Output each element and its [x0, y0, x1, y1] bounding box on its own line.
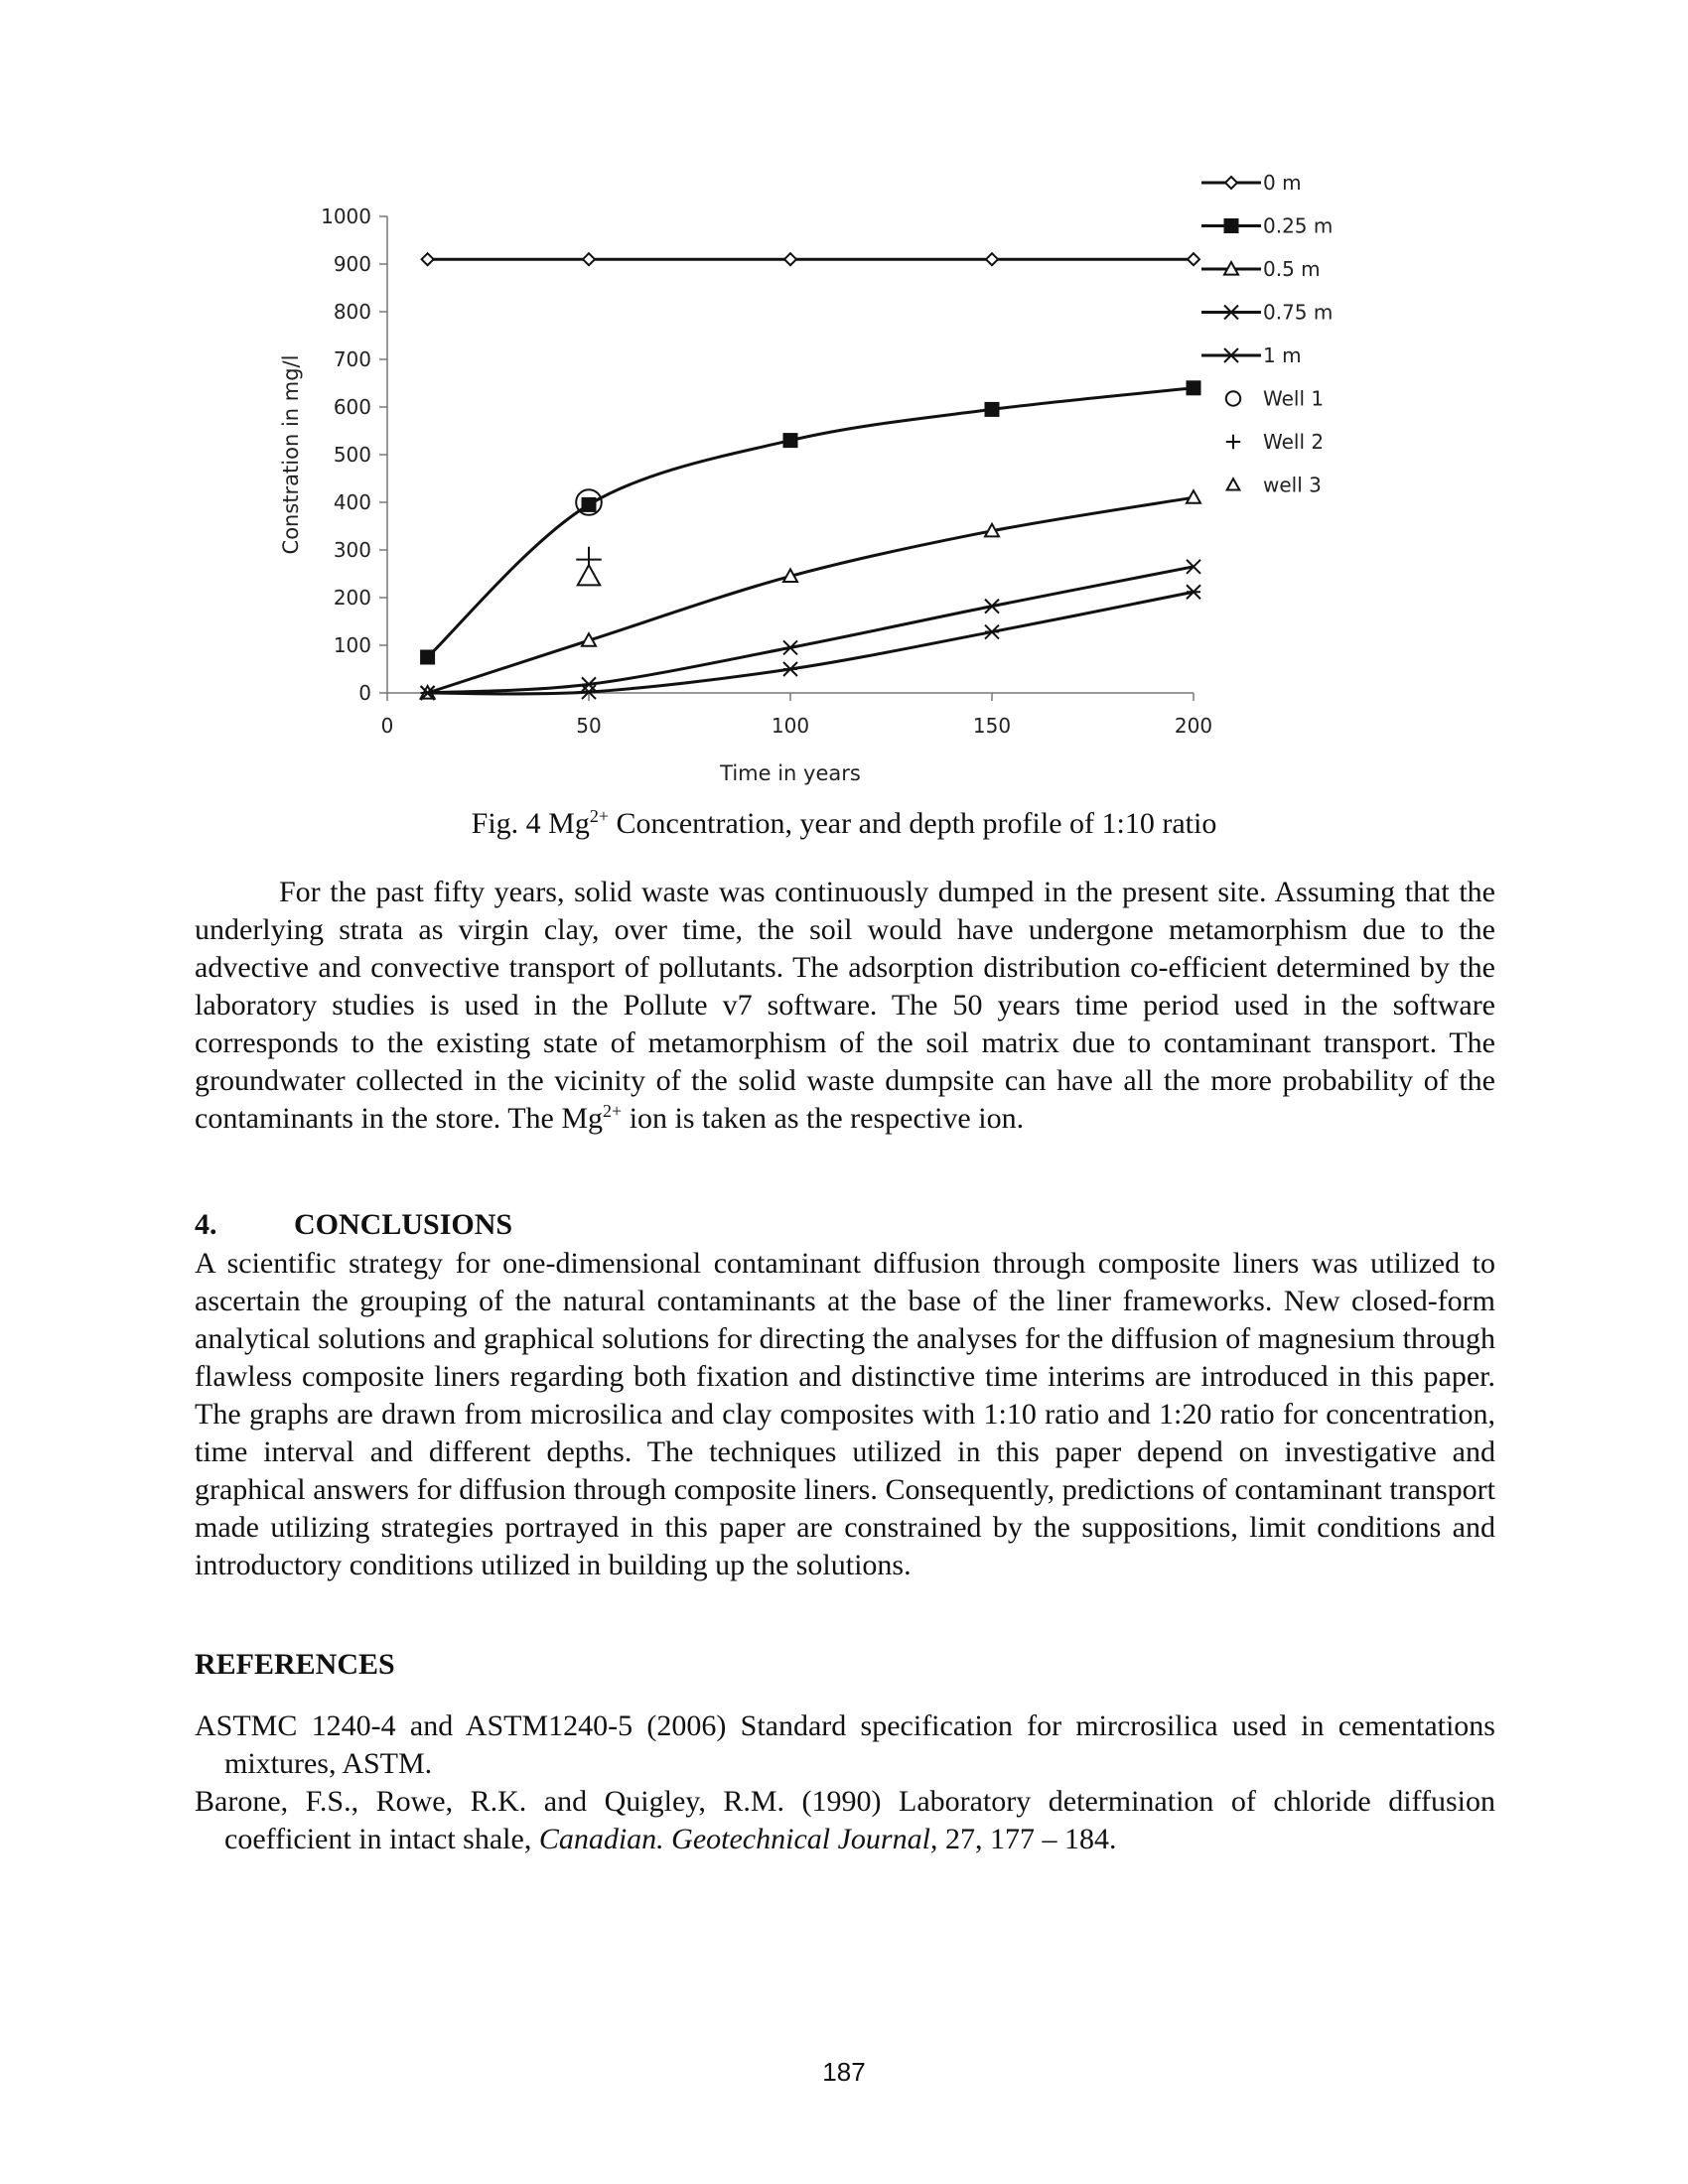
- page-number: 187: [822, 2057, 866, 2087]
- x-tick-label: 200: [1174, 714, 1213, 738]
- square-marker: [1187, 381, 1200, 395]
- diamond-marker: [583, 253, 595, 265]
- legend-label: 0.5 m: [1263, 257, 1321, 281]
- legend-label: 1 m: [1263, 343, 1302, 367]
- diamond-marker: [422, 253, 434, 265]
- y-tick-label: 600: [333, 395, 371, 419]
- paragraph-fifty-years: [195, 874, 1495, 1138]
- paragraph1-superscript: 2+: [603, 1101, 623, 1121]
- legend-label: 0.75 m: [1263, 300, 1334, 325]
- triangle-marker: [578, 565, 600, 585]
- y-tick-label: 0: [358, 681, 371, 705]
- caption-prefix: Fig. 4 Mg: [471, 807, 590, 840]
- plus-marker: [1226, 435, 1240, 449]
- series-line: [428, 388, 1194, 657]
- legend-label: 0.25 m: [1263, 213, 1334, 238]
- y-tick-label: 700: [333, 347, 371, 371]
- y-tick-label: 400: [333, 490, 371, 514]
- star-marker: [783, 662, 797, 676]
- square-marker: [1224, 219, 1238, 233]
- diamond-marker: [986, 253, 998, 265]
- y-tick-label: 200: [333, 586, 371, 610]
- square-marker: [582, 497, 596, 511]
- legend-label: Well 1: [1263, 386, 1325, 411]
- y-tick-label: 300: [333, 538, 371, 562]
- journal-name: Canadian. Geotechnical Journal,: [538, 1823, 938, 1855]
- series-line: [428, 567, 1194, 693]
- x-tick-label: 150: [972, 714, 1012, 738]
- conclusions-paragraph: A scientific strategy for one-dimensional contaminant diffusion through composite liners was utilized to ascertain the grouping of the natural contaminants at the base of the liner frameworks. New closed-form analytical solutions and graphical solutions for directing the analyses for the diffusion of magnesium through flawless composite liners regarding both fixation and distinctive time interims are introduced in this paper. The graphs are drawn from microsilica and clay composites with 1:10 ratio and 1:20 ratio for concentration, time interval and different depths. The techniques utilized in this paper depend on investigative and graphical answers for diffusion through composite liners. Consequently, predictions of contaminant transport made utilizing strategies portrayed in this paper are constrained by the suppositions, limit conditions and introductory conditions utilized in building up the solutions.: [195, 1247, 1495, 1581]
- legend-label: 0 m: [1263, 171, 1302, 195]
- x-tick-label: 0: [380, 714, 394, 738]
- y-tick-label: 1000: [321, 205, 371, 228]
- legend-label: Well 2: [1263, 430, 1325, 454]
- reference-item: [195, 1783, 1495, 1858]
- caption-suffix: Concentration, year and depth profile of 1:10 ratio: [609, 807, 1217, 840]
- x-axis-label: Time in years: [720, 761, 861, 785]
- chart-legend: [1201, 171, 1333, 497]
- diamond-marker: [784, 253, 796, 265]
- paragraph1-text: For the past fifty years, solid waste was continuously dumped in the present site. Assuming that the underlying strata as virgin clay, over time, the soil would have undergone metamorphism due to the advective and convective transport of pollutants. The adsorption distribution co-efficient determined by the laboratory studies is used in the Pollute v7 software. The 50 years time period used in the software corresponds to the existing state of metamorphism of the soil matrix due to contaminant transport. The groundwater collected in the vicinity of the solid waste dumpsite can have all the more probability of the contaminants in the store. The Mg: [195, 876, 1495, 1135]
- y-tick-label: 100: [333, 633, 371, 657]
- reference-authors: Barone, F.S., Rowe, R.K. and Quigley, R.M. (1990) Laboratory determination of chloride diffusion coefficient in intact shale,: [195, 1785, 1495, 1855]
- mg-concentration-chart: [258, 171, 1430, 804]
- diamond-marker: [1188, 253, 1199, 265]
- series-line: [428, 497, 1194, 693]
- circle-marker: [1226, 391, 1240, 405]
- legend-label: well 3: [1263, 473, 1322, 497]
- section-title: CONCLUSIONS: [294, 1208, 513, 1241]
- y-tick-label: 500: [333, 443, 371, 467]
- reference-volume: 27, 177 – 184.: [937, 1823, 1117, 1855]
- chart-axes: [279, 205, 1212, 785]
- paragraph1-text-end: ion is taken as the respective ion.: [622, 1102, 1025, 1135]
- section-number: 4.: [195, 1208, 217, 1241]
- references-heading: REFERENCES: [195, 1648, 395, 1681]
- conclusions-heading: [195, 1208, 512, 1242]
- y-tick-label: 800: [333, 300, 371, 324]
- chart-series: [421, 253, 1200, 700]
- y-axis-label: Constration in mg/l: [279, 354, 303, 555]
- caption-superscript: 2+: [589, 806, 610, 826]
- diamond-marker: [1225, 177, 1237, 189]
- square-marker: [985, 402, 999, 416]
- x-tick-label: 50: [576, 714, 602, 738]
- triangle-marker: [1227, 478, 1240, 489]
- star-marker: [985, 625, 999, 639]
- reference-item: ASTMC 1240-4 and ASTM1240-5 (2006) Standard specification for mircrosilica used in cementations mixtures, ASTM.: [195, 1709, 1495, 1780]
- star-marker: [1224, 348, 1238, 362]
- figure-caption: [0, 806, 1688, 841]
- square-marker: [421, 650, 435, 664]
- y-tick-label: 900: [333, 252, 371, 276]
- x-tick-label: 100: [771, 714, 810, 738]
- star-marker: [1187, 585, 1200, 599]
- square-marker: [783, 434, 797, 448]
